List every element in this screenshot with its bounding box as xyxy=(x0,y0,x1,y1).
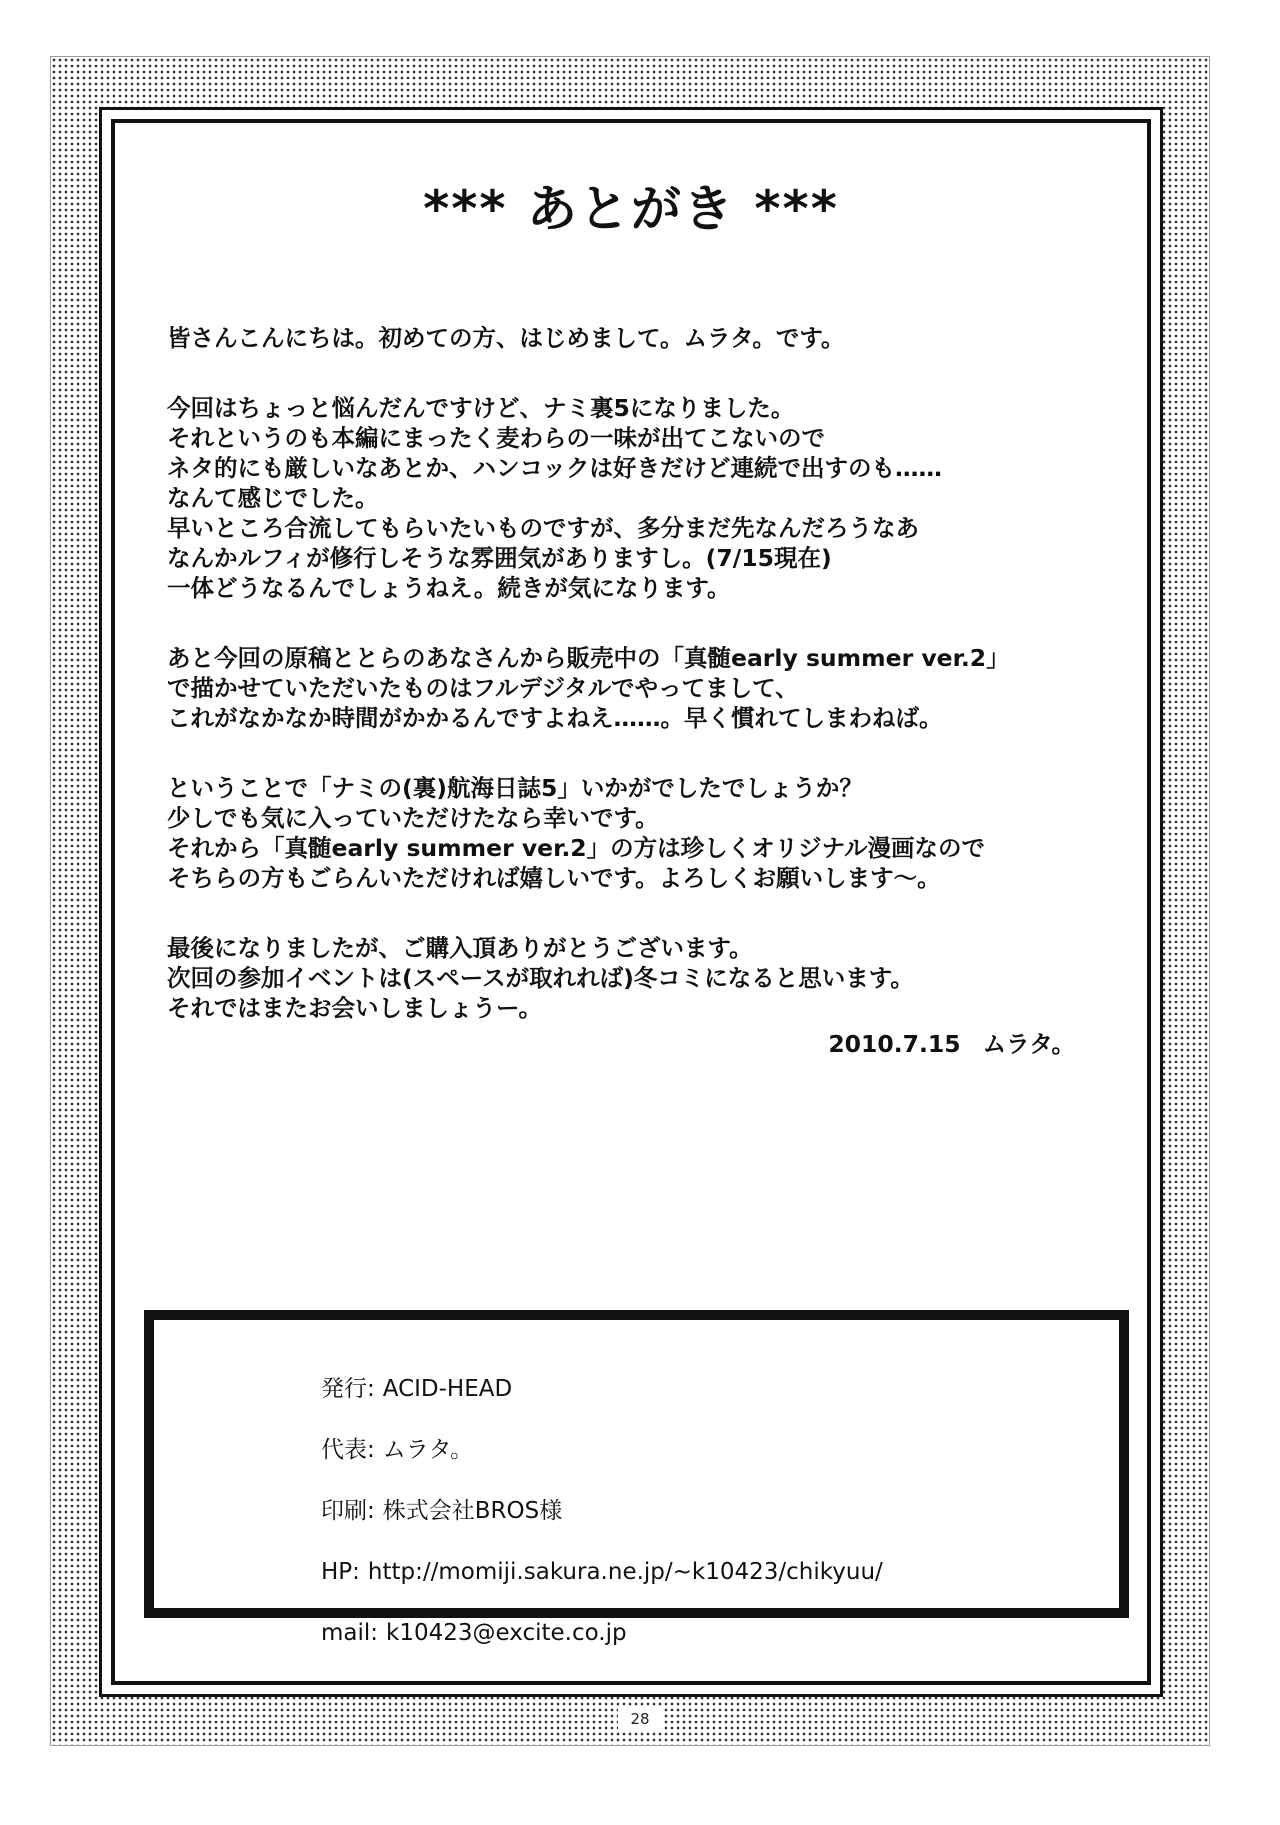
paragraph-greeting xyxy=(167,323,1147,353)
text-line: あと今回の原稿ととらのあなさんから販売中の「真髄early summer ver.2」 xyxy=(167,644,1010,672)
page-title: *** あとがき *** xyxy=(423,180,839,238)
text-line: 最後になりましたが、ご購入頂ありがとうございます。 xyxy=(167,934,753,962)
colophon-value: k10423@excite.co.jp xyxy=(386,1620,627,1646)
colophon-printer xyxy=(321,1496,883,1526)
text-line: なんかルフィが修行しそうな雰囲気がありますし。(7/15現在) xyxy=(167,544,832,572)
text-line: そちらの方もごらんいただければ嬉しいです。よろしくお願いします～。 xyxy=(167,864,941,892)
text-line: それではまたお会いしましょうー。 xyxy=(167,994,543,1022)
colophon-value: 株式会社BROS様 xyxy=(382,1498,563,1524)
text-line: それから「真髄early summer ver.2」の方は珍しくオリジナル漫画なので xyxy=(167,834,985,862)
text-line: 少しでも気に入っていただけたなら幸いです。 xyxy=(167,804,659,832)
text-line: 皆さんこんにちは。初めての方、はじめまして。ムラタ。です。 xyxy=(167,324,845,352)
afterword-page-frame xyxy=(99,107,1163,1697)
colophon-label: 代表: xyxy=(321,1437,375,1463)
text-line: で描かせていただいたものはフルデジタルでやってまして、 xyxy=(167,674,799,702)
page-number: 28 xyxy=(618,1706,662,1732)
colophon-mail xyxy=(321,1618,883,1648)
text-line: ネタ的にも厳しいなあとか、ハンコックは好きだけど連続で出すのも…… xyxy=(167,454,943,482)
colophon-label: HP: xyxy=(321,1559,360,1585)
colophon-label: 発行: xyxy=(321,1376,375,1402)
colophon-homepage xyxy=(321,1557,883,1587)
colophon-label: mail: xyxy=(321,1620,379,1646)
text-line: 早いところ合流してもらいたいものですが、多分まだ先なんだろうなあ xyxy=(167,514,919,542)
signature-author: ムラタ。 xyxy=(982,1030,1075,1058)
text-line: それというのも本編にまったく麦わらの一味が出てこないので xyxy=(167,424,825,452)
text-line: 次回の参加イベントは(スペースが取れれば)冬コミになると思います。 xyxy=(167,964,914,992)
paragraph-closing xyxy=(167,933,1147,1023)
signature xyxy=(828,1029,1075,1059)
colophon-value: ACID-HEAD xyxy=(382,1376,513,1402)
paragraph-digital xyxy=(167,643,1147,733)
text-line: ということで「ナミの(裏)航海日誌5」いかがでしたでしょうか？ xyxy=(167,774,863,802)
colophon-value: http://momiji.sakura.ne.jp/~k10423/chikyuu/ xyxy=(367,1559,883,1585)
colophon-value: ムラタ。 xyxy=(382,1437,474,1463)
colophon-publisher xyxy=(321,1374,883,1404)
colophon-box xyxy=(144,1310,1129,1646)
afterword-panel xyxy=(111,119,1151,1685)
text-line: 今回はちょっと悩んだんですけど、ナミ裏5になりました。 xyxy=(167,394,795,422)
colophon-list xyxy=(321,1374,883,1679)
colophon-representative xyxy=(321,1435,883,1465)
paragraph-thanks-reading xyxy=(167,773,1147,893)
text-line: なんて感じでした。 xyxy=(167,484,379,512)
signature-date: 2010.7.15 xyxy=(828,1030,961,1058)
text-line: これがなかなか時間がかかるんですよねえ……。早く慣れてしまわねば。 xyxy=(167,704,943,732)
paragraph-this-issue xyxy=(167,393,1147,603)
colophon-label: 印刷: xyxy=(321,1498,375,1524)
text-line: 一体どうなるんでしょうねえ。続きが気になります。 xyxy=(167,574,731,602)
afterword-body xyxy=(167,323,1147,1063)
